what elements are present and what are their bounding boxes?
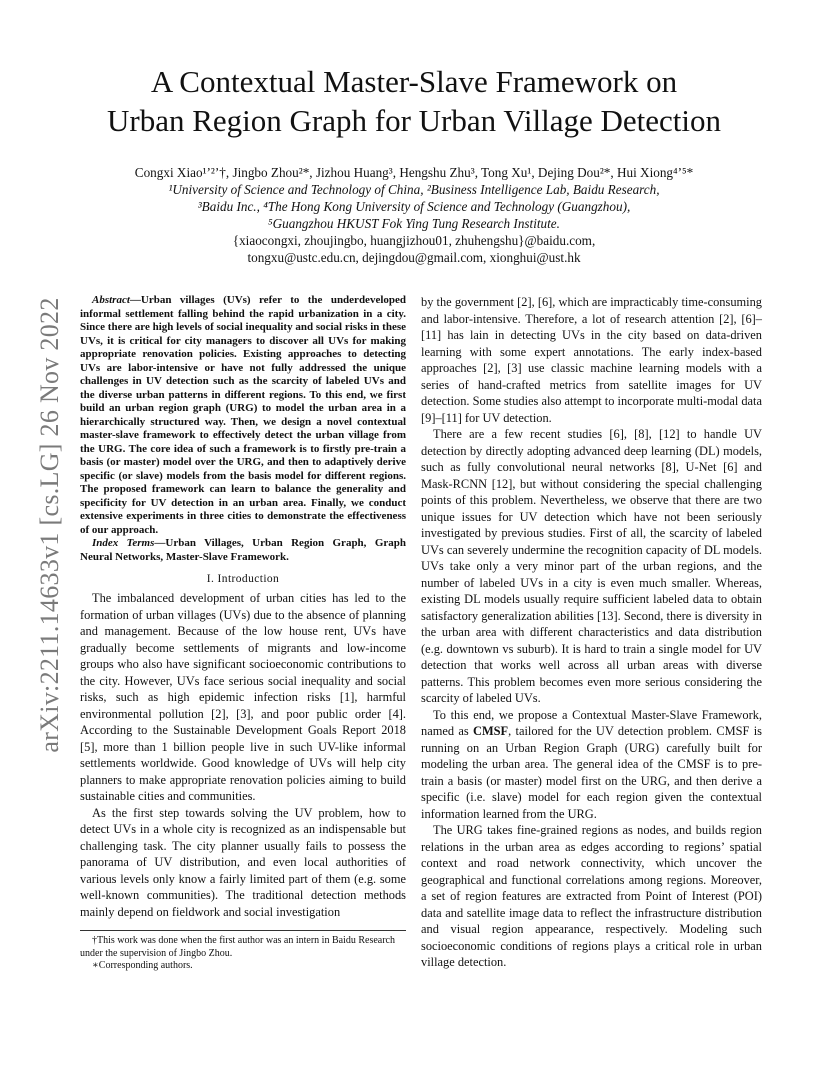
right-paragraph-1: by the government [2], [6], which are impracticably time-consuming and labor-intensive. Therefore, a lot of research attention [2], [6]–[11] has lain in detecting UVs in the city based on data-driven learning with some expert annotations. The early index-based approaches [2], [3] use classic machine learning models with a series of hand-crafted metrics from satellite images for UV detection. Some studies also attempt to incorporate multi-modal data [9]–[11] for UV detection. [421,295,763,425]
cmsf-name: CMSF [473,724,509,738]
right-paragraph-4: The URG takes fine-grained regions as nodes, and builds region relations in the urban area as edges according to regions’ spatial context and road network connectivity, which uncover the geographical and functional correlations among regions. Moreover, a set of region features are extracted from Point of Interest (POI) data and satellite image data to reflect the infrastructure distribution and visual region appearance, respectively. Modeling such socioeconomic conditions of regions plays a critical role in urban village detection. [421,823,762,969]
right-paragraph-3-end: , tailored for the UV detection problem. CMSF is running on an Urban Region Graph (URG) carefully built for modeling the urban area. The general idea of the CMSF is to pre-train a basis (or master) model first on the URG, and then derive a specific (i.e. slave) model for each region given the contextual information learned from the URG. [421,724,762,821]
title-line-2: Urban Region Graph for Urban Village Detection [107,103,721,138]
section-heading: I. Introduction [206,573,280,585]
abstract [80,294,406,537]
paper-title [40,62,788,140]
right-paragraph-3-start: To this end, we propose a Contextual Master-Slave Framework, named as [421,707,762,738]
right-column [421,294,762,971]
index-terms-text: —Urban Villages, Urban Region Graph, Graph Neural Networks, Master-Slave Framework. [80,537,406,563]
email-line-2: tongxu@ustc.edu.cn, dejingdou@gmail.com, xionghui@ust.hk [247,250,581,265]
abstract-text: —Urban villages (UVs) refer to the underdeveloped informal settlement falling behind the rapid urbanization in a city. Since there are high levels of social inequality and social risks in these UVs, it is critical for city managers to discover all UVs for making appropriate renovation policies. Existing approaches to detecting UVs are labor-intensive or have not fully addressed the unique challenges in UV detection such as the scarcity of labeled UVs and the diverse urban patterns in different regions. To this end, we first build an urban region graph (URG) to model the urban area in a hierarchically structured way. Then, we design a novel contextual master-slave framework to effectively detect the urban village from the URG. The core idea of such a framework is to firstly pre-train a basis (or master) model over the URG, and then to adaptively derive specific (or slave) models from the basis model for different regions. The proposed framework can learn to balance the generality and specificity for UV detection in an urban area. Finally, we conduct extensive experiments in three cities to demonstrate the effectiveness of our approach. [80,294,406,536]
right-paragraph-2: There are a few recent studies [6], [8], [12] to handle UV detection by directly adopting advanced deep learning (DL) models, such as fully convolutional neural networks [8], U-Net [6] and Mask-RCNN [12], but without considering the special challenging points of this problem. Nevertheless, we observe that there are two unique issues for UV detection which have not been seriously investigated by previous studies. First of all, the scarcity of labeled UVs can severely undermine the recognition capacity of DL models. UVs take only a very minor part of the urban regions, and the number of labeled UVs in a city is even much smaller. Whereas, existing DL models usually require sufficient labeled data to obtain satisfactory generalization abilities [13]. Second, there is diversity in the urban area with different characteristics and data distribution (e.g. downtown vs suburb). It is hard to train a single model for UV detection that works well across all urban areas with diverse patterns. This problem becomes even more serious considering the scarcity of labeled UVs. [421,427,762,705]
abstract-label: Abstract [92,294,130,306]
footnote-intern: †This work was done when the first author was an intern in Baidu Research under the supervision of Jingbo Zhou. [80,935,395,959]
intro-paragraph-1: The imbalanced development of urban cities has led to the formation of urban villages (UVs) due to the absence of planning and management. Because of the low house rent, UVs have gradually become settlements of migrants and low-income groups who also have significant socioeconomic contributions to the city. However, UVs face serious social inequality and social risks, such as high epidemic infection risks [1], harmful environmental pollution [2], [3], and poor public order [4]. According to the Sustainable Development Goals Report 2018 [5], more than 1 billion people live in such UV-like informal settlements worldwide. Good knowledge of UVs will help city planners to make appropriate renovation policies aiming to build sustainable cities and communities. [80,591,406,803]
author-block [40,164,788,266]
email-line-1: {xiaocongxi, zhoujingbo, huangjizhou01, zhuhengshu}@baidu.com, [232,233,596,248]
index-terms [80,537,406,564]
right-paragraph-3 [421,707,762,823]
author-names: Congxi Xiao¹ʼ²ʼ†, Jingbo Zhou²*, Jizhou Huang³, Hengshu Zhu³, Tong Xu¹, Dejing Dou²*, Hui Xiong⁴ʼ⁵* [134,165,694,180]
title-line-1: A Contextual Master-Slave Framework on [150,64,678,99]
affiliation-line-3: ⁵Guangzhou HKUST Fok Ying Tung Research Institute. [268,216,560,231]
footnotes [80,930,406,973]
arxiv-stamp-text: arXiv:2211.14633v1 [cs.LG] 26 Nov 2022 [35,297,64,753]
left-column [80,294,406,920]
affiliation-line-1: ¹University of Science and Technology of China, ²Business Intelligence Lab, Baidu Research, [168,182,660,197]
affiliation-line-2: ³Baidu Inc., ⁴The Hong Kong University of Science and Technology (Guangzhou), [197,199,631,214]
footnote-corresponding: ∗Corresponding authors. [92,960,193,971]
intro-paragraph-2: As the first step towards solving the UV problem, how to detect UVs in a whole city is recognized as an indispensable but challenging task. The city planner usually fails to possess the panorama of UV distribution, and even local authorities of various levels only know a fairly limited part of them (e.g. some well-known communities). The traditional detection methods mainly depend on fieldwork and social investigation [80,805,406,919]
index-terms-label: Index Terms [92,537,155,549]
